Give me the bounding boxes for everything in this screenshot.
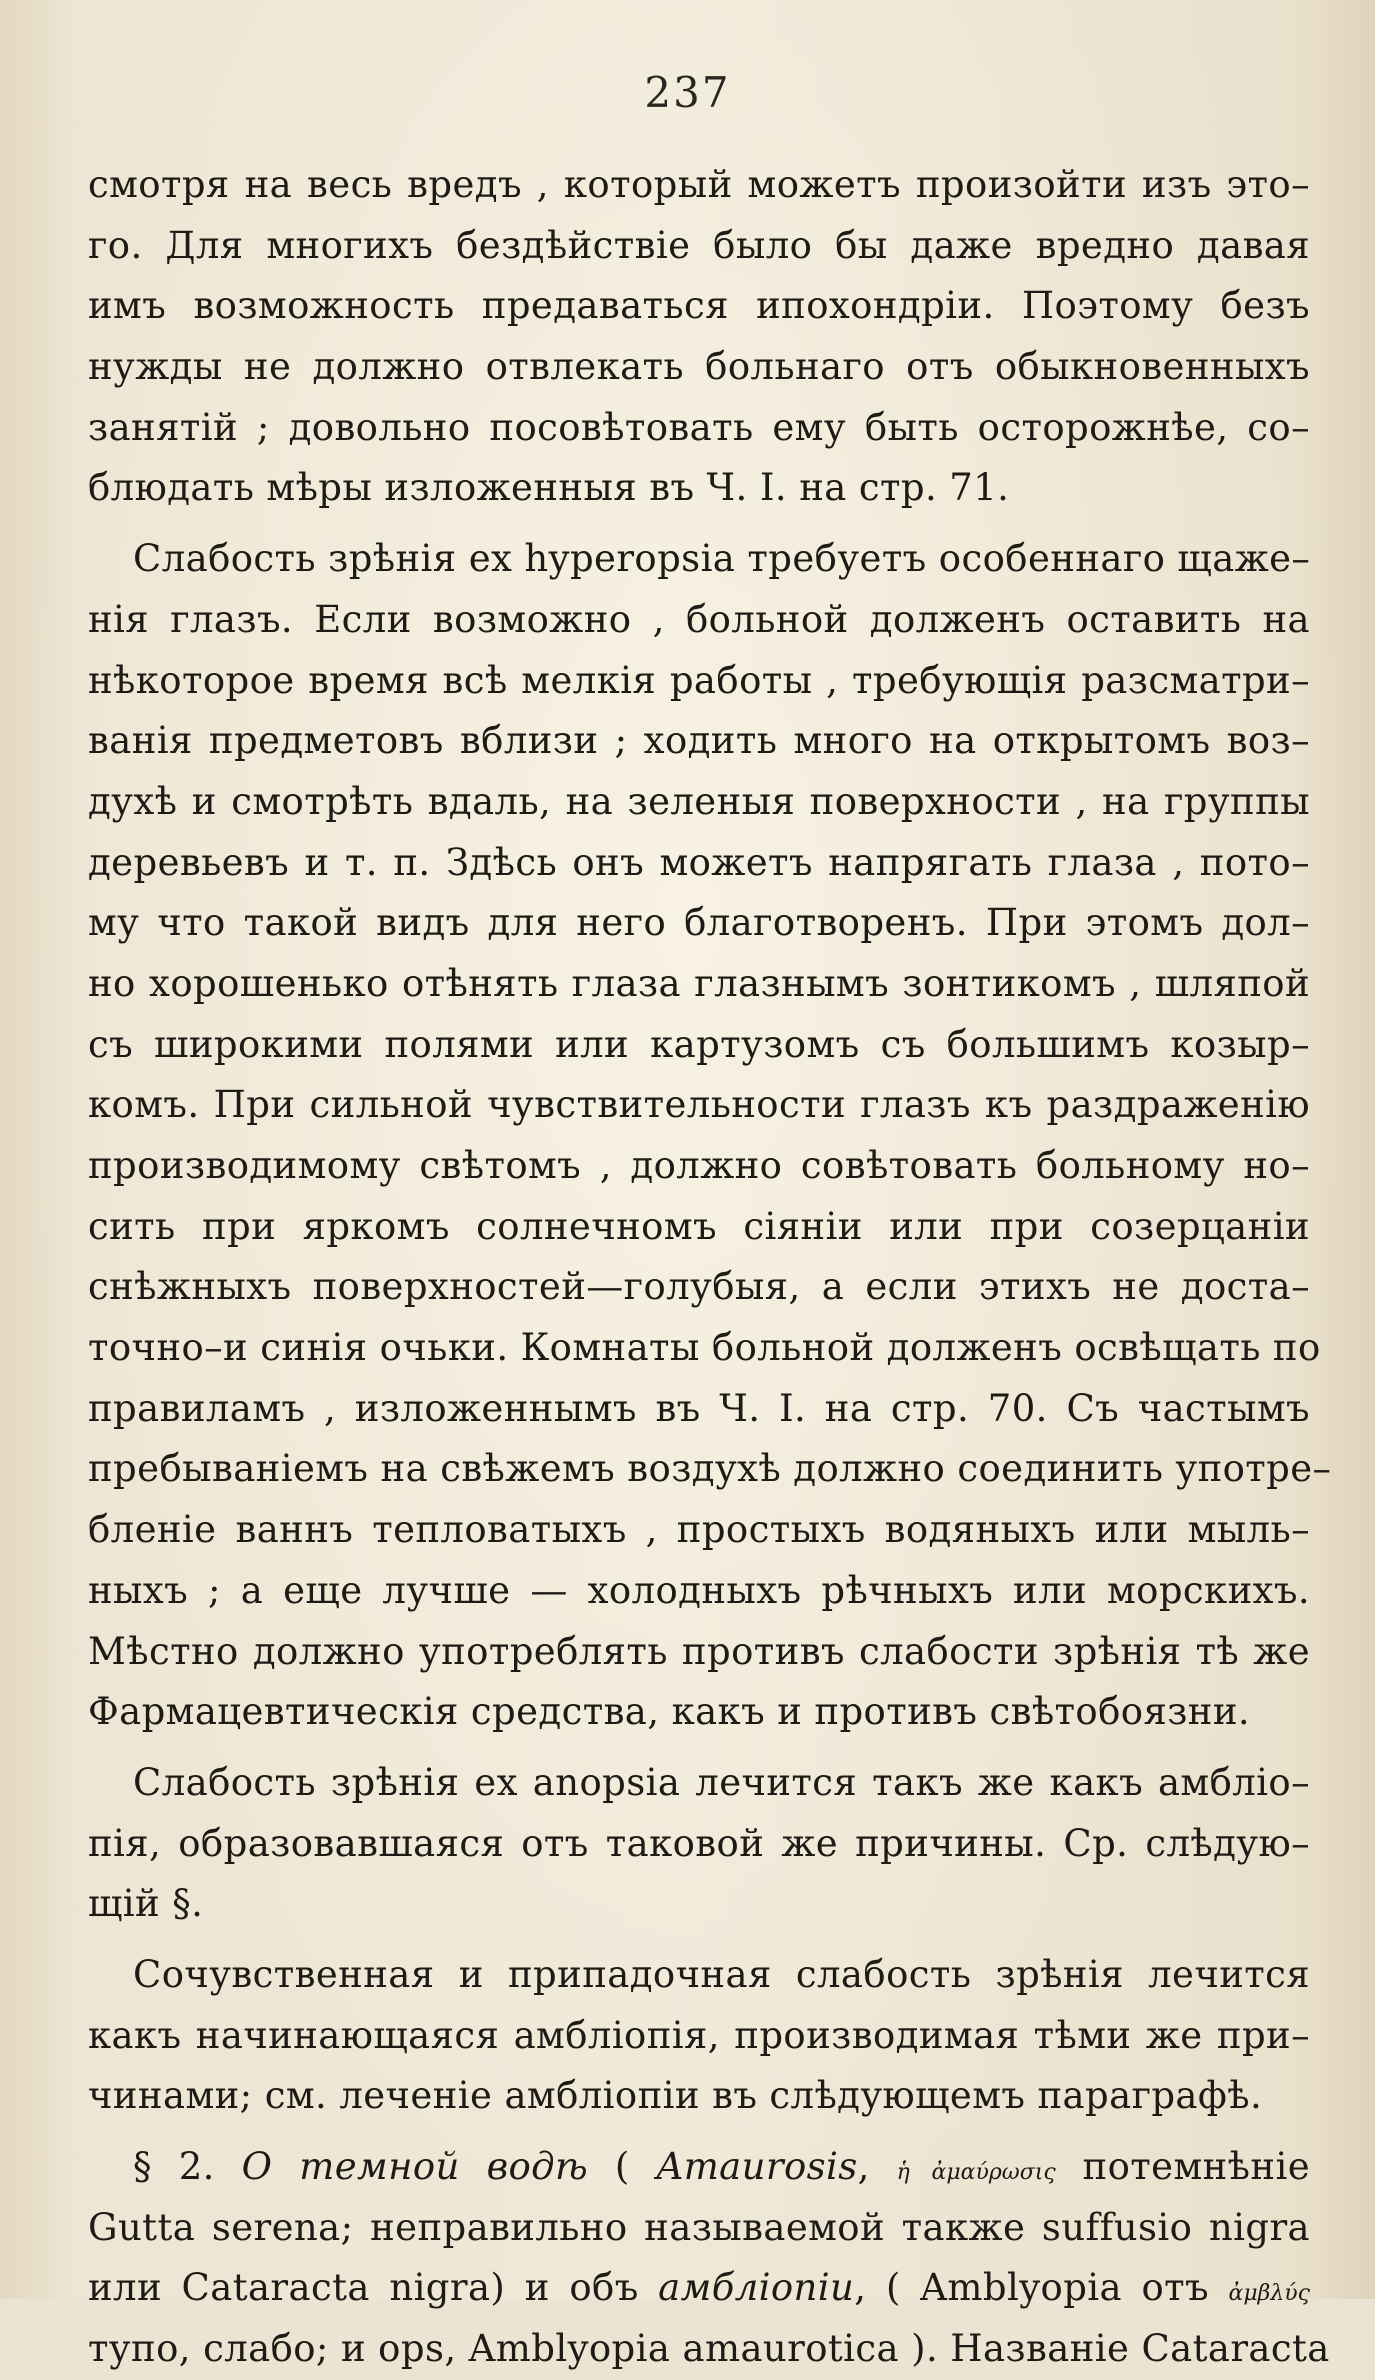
text-line: пребываніемъ на свѣжемъ воздухѣ должно соединить употре–: [88, 1447, 1332, 1491]
text-line: нія глазъ. Если возможно , больной долженъ оставить на: [88, 597, 1310, 641]
text-line: Слабость зрѣнія ex anopsia лечится такъ же какъ амбліо–: [133, 1760, 1310, 1804]
section-number: § 2.: [133, 2145, 242, 2188]
text-line: Сочувственная и припадочная слабость зрѣнія лечится: [133, 1952, 1310, 1996]
body-text: [88, 155, 1332, 2380]
text-line: нѣкоторое время всѣ мелкія работы , требующія разсматри–: [88, 658, 1310, 702]
paragraph-4: [88, 1945, 1310, 2127]
text-line: [88, 2198, 1310, 2259]
text-line: имъ возможность предаваться ипохондріи. Поэтому безъ: [88, 284, 1310, 328]
text-line: щій §.: [88, 1882, 204, 1926]
text-line: блюдать мѣры изложенныя въ Ч. I. на стр. 71.: [88, 466, 1010, 510]
section-heading-line: [88, 2137, 1310, 2198]
text-fragment: потемнѣніе: [1055, 2145, 1310, 2188]
text-line: деревьевъ и т. п. Здѣсь онъ можетъ напрягать глаза , пото–: [88, 840, 1310, 884]
text-line: съ широкими полями или картузомъ съ большимъ козыр–: [88, 1022, 1310, 1066]
text-line: го. Для многихъ бездѣйствіе было бы даже вредно давая: [88, 223, 1310, 267]
text-line: Фармацевтическія средства, какъ и противъ свѣтобоязни.: [88, 1690, 1251, 1734]
text-line: духѣ и смотрѣть вдаль, на зеленыя поверхности , на группы: [88, 779, 1310, 823]
text-line: нужды не должно отвлекать больнаго отъ обыкновенныхъ: [88, 345, 1310, 389]
text-line: чинами; см. леченіе амбліопіи въ слѣдующемъ параграфѣ.: [88, 2074, 1263, 2118]
greek-term: ἀμβλύς: [1228, 2281, 1310, 2307]
text-line: занятій ; довольно посовѣтовать ему быть осторожнѣе, со–: [88, 405, 1310, 449]
text-fragment: тупо, слабо; и ops, Amblyopia amaurotica ). Названіе Cataracta: [88, 2327, 1330, 2371]
text-line: ныхъ ; а еще лучше — холодныхъ рѣчныхъ или морскихъ.: [88, 1568, 1310, 1612]
text-line: снѣжныхъ поверхностей—голубыя, а если этихъ не доста–: [88, 1265, 1310, 1309]
text-line: смотря на весь вредъ , который можетъ произойти изъ это–: [88, 163, 1310, 206]
text-fragment: Gutta serena; неправильно называемой также suffusio nigra: [88, 2205, 1310, 2249]
text-line: комъ. При сильной чувствительности глазъ къ раздраженію: [88, 1083, 1310, 1127]
greek-term: ἡ ἀμαύρωσις: [896, 2160, 1056, 2185]
paragraph-3: [88, 1753, 1310, 1935]
text-line: Мѣстно должно употреблять противъ слабости зрѣнія тѣ же: [88, 1629, 1310, 1673]
text-line: пія, образовавшаяся отъ таковой же причины. Ср. слѣдую–: [88, 1821, 1310, 1865]
text-line: ванія предметовъ вблизи ; ходить много на открытомъ воз–: [88, 719, 1310, 763]
text-line: [88, 2258, 1310, 2319]
text-line: производимому свѣтомъ , должно совѣтовать больному но–: [88, 1144, 1310, 1187]
text-line: но хорошенько отѣнять глаза глазнымъ зонтикомъ , шляпой: [88, 961, 1310, 1005]
text-line: Слабость зрѣнія ex hyperopsia требуетъ особеннаго щаже–: [133, 537, 1311, 581]
text-line: правиламъ , изложеннымъ въ Ч. I. на стр. 70. Съ частымъ: [88, 1386, 1310, 1430]
text-line: сить при яркомъ солнечномъ сіяніи или при созерцаніи: [88, 1204, 1310, 1248]
text-fragment: или Cataracta nigra) и объ: [88, 2266, 659, 2310]
text-line: бленіе ваннъ тепловатыхъ , простыхъ водяныхъ или мыль–: [88, 1508, 1310, 1552]
text-fragment: (: [588, 2145, 657, 2188]
text-line: какъ начинающаяся амбліопія, производимая тѣми же при–: [88, 2013, 1310, 2057]
text-line: [88, 2319, 1330, 2380]
text-fragment: , ( Amblyopia отъ: [854, 2266, 1229, 2310]
paragraph-2: [88, 529, 1332, 1743]
italic-term: амбліопіи: [658, 2266, 855, 2310]
text-fragment: ,: [857, 2145, 897, 2188]
paragraph-1: [88, 155, 1310, 519]
text-line: му что такой видъ для него благотворенъ. При этомъ дол–: [88, 901, 1310, 945]
latin-term: Amaurosis: [656, 2145, 858, 2188]
section-title: О темной водѣ: [241, 2145, 589, 2188]
page-number: 237: [644, 68, 731, 117]
text-line: точно–и синія очьки. Комнаты больной долженъ освѣщать по: [88, 1326, 1321, 1370]
section-heading-paragraph: [88, 2137, 1330, 2380]
